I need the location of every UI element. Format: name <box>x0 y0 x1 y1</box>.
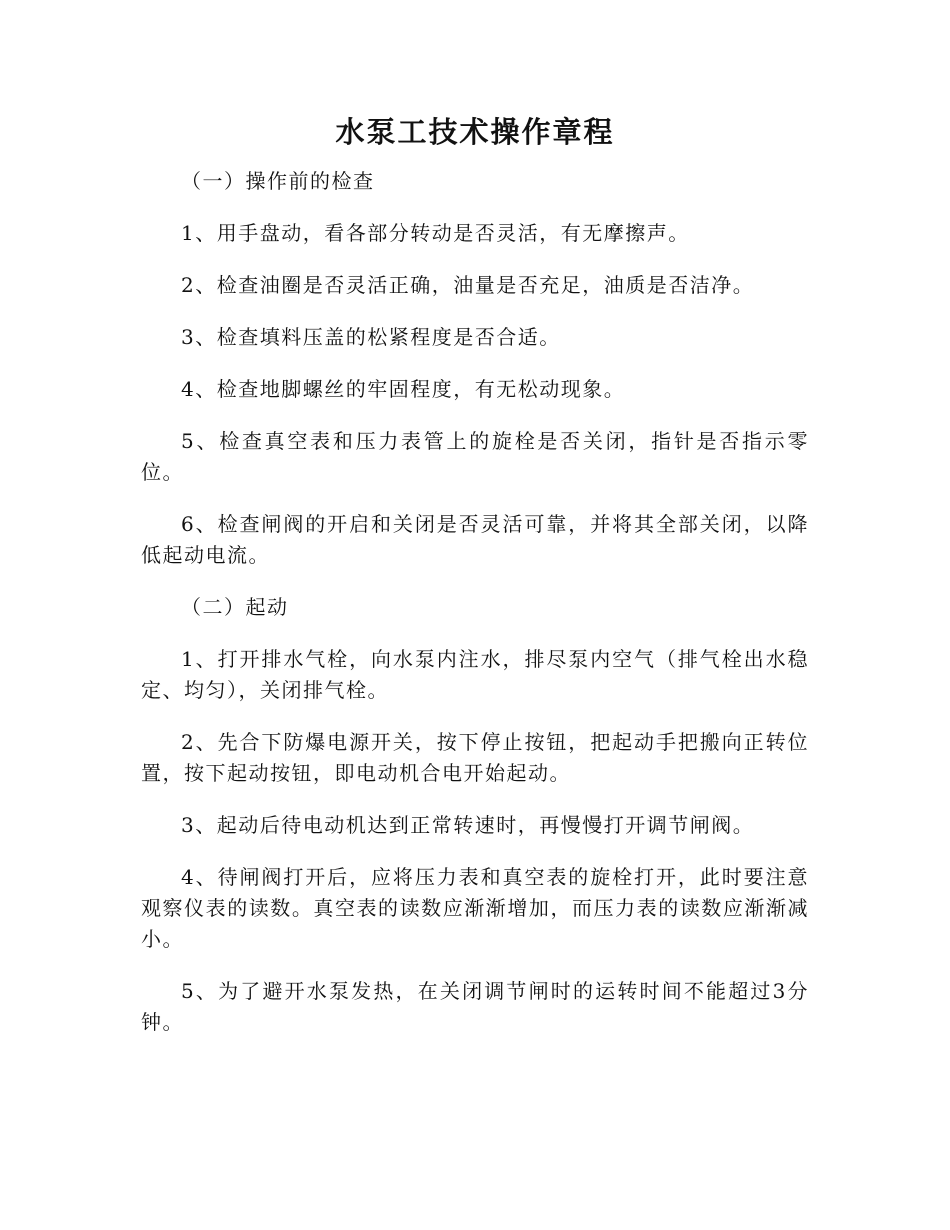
paragraph: 1、打开排水气栓，向水泵内注水，排尽泵内空气（排气栓出水稳定、均匀），关闭排气栓。 <box>141 647 809 702</box>
document-title: 水泵工技术操作章程 <box>335 115 615 149</box>
section-heading-pre-operation-check: （一）操作前的检查 <box>181 169 375 193</box>
document-body <box>141 166 809 1059</box>
paragraph: 1、用手盘动，看各部分转动是否灵活，有无摩擦声。 <box>181 221 690 245</box>
paragraph: 4、检查地脚螺丝的牢固程度，有无松动现象。 <box>181 377 626 401</box>
section-heading-startup: （二）起动 <box>181 595 289 619</box>
paragraph: 5、为了避开水泵发热，在关闭调节闸时的运转时间不能超过3分钟。 <box>141 979 809 1034</box>
paragraph: 4、待闸阀打开后，应将压力表和真空表的旋栓打开，此时要注意观察仪表的读数。真空表的读数应渐渐增加，而压力表的读数应渐渐减小。 <box>141 865 809 951</box>
paragraph: 3、检查填料压盖的松紧程度是否合适。 <box>181 325 561 349</box>
paragraph: 6、检查闸阀的开启和关闭是否灵活可靠，并将其全部关闭，以降低起动电流。 <box>141 512 809 567</box>
paragraph: 2、检查油圈是否灵活正确，油量是否充足，油质是否洁净。 <box>181 273 755 297</box>
paragraph: 3、起动后待电动机达到正常转速时，再慢慢打开调节闸阀。 <box>181 813 755 837</box>
paragraph: 2、先合下防爆电源开关，按下停止按钮，把起动手把搬向正转位置，按下起动按钮，即电动机合电开始起动。 <box>141 730 809 785</box>
paragraph: 5、检查真空表和压力表管上的旋栓是否关闭，指针是否指示零位。 <box>141 429 809 484</box>
